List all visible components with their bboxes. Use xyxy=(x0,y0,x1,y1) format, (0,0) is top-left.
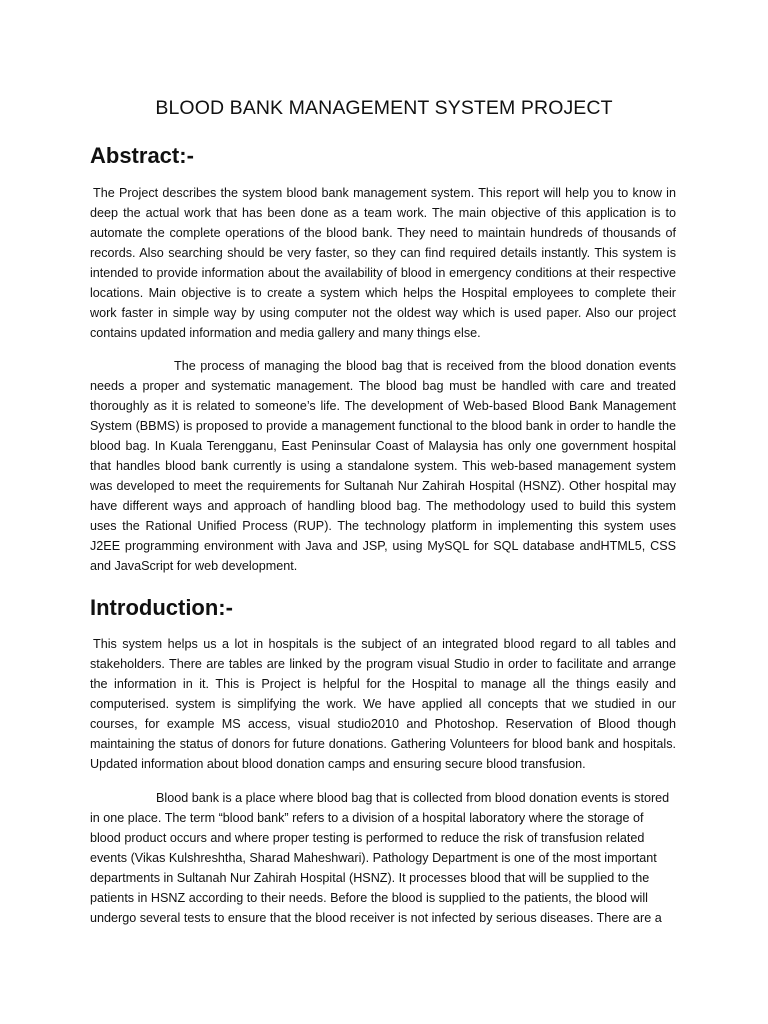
abstract-heading: Abstract:- xyxy=(90,143,194,168)
abstract-paragraph-1: The Project describes the system blood bank management system. This report will help you to know in deep the actual work that has been done as a team work. The main objective of this application is to automate the complete operations of the blood bank. They need to maintain hundreds of thousands of records. Also searching should be very faster, so they can find required details instantly. This system is intended to provide information about the availability of blood in emergency conditions at their respective locations. Main objective is to create a system which helps the Hospital employees to complete their work faster in simple way by using computer not the oldest way which is used paper. Also our project contains updated information and media gallery and many things else. xyxy=(90,186,676,340)
document-title: BLOOD BANK MANAGEMENT SYSTEM PROJECT xyxy=(155,97,613,119)
abstract-paragraph-2: The process of managing the blood bag that is received from the blood donation events needs a proper and systematic management. The blood bag must be handled with care and treated thoroughly as it is related to someone’s life. The development of Web-based Blood Bank Management System (BBMS) is proposed to provide a management functional to the blood bank in order to handle the blood bag. In Kuala Terengganu, East Peninsular Coast of Malaysia has only one government hospital that handles blood bank currently is using a standalone system. This web-based management system was developed to meet the requirements for Sultanah Nur Zahirah Hospital (HSNZ). Other hospital may have different ways and approach of handling blood bag. The methodology used to build this system uses the Rational Unified Process (RUP). The technology platform in implementing this system uses J2EE programming environment with Java and JSP, using MySQL for SQL database andHTML5, CSS and JavaScript for web development. xyxy=(90,359,676,573)
introduction-heading: Introduction:- xyxy=(90,595,233,620)
introduction-paragraph-1: This system helps us a lot in hospitals is the subject of an integrated blood regard to all tables and stakeholders. There are tables are linked by the program visual Studio in order to facilitate and arrange the information in it. This is Project is helpful for the Hospital to manage all the things easily and computerised. system is simplifying the work. We have applied all concepts that we studied in our courses, for example MS access, visual studio2010 and Photoshop. Reservation of Blood though maintaining the status of donors for future donations. Gathering Volunteers for blood bank and hospitals. Updated information about blood donation camps and ensuring secure blood transfusion. xyxy=(90,637,676,771)
introduction-paragraph-2: Blood bank is a place where blood bag that is collected from blood donation events is stored in one place. The term “blood bank” refers to a division of a hospital laboratory where the storage of blood product occurs and where proper testing is performed to reduce the risk of transfusion related events (Vikas Kulshreshtha, Sharad Maheshwari). Pathology Department is one of the most important departments in Sultanah Nur Zahirah Hospital (HSNZ). It processes blood that will be supplied to the patients in HSNZ according to their needs. Before the blood is supplied to the patients, the blood will undergo several tests to ensure that the blood receiver is not infected by serious diseases. There are a xyxy=(90,791,670,925)
